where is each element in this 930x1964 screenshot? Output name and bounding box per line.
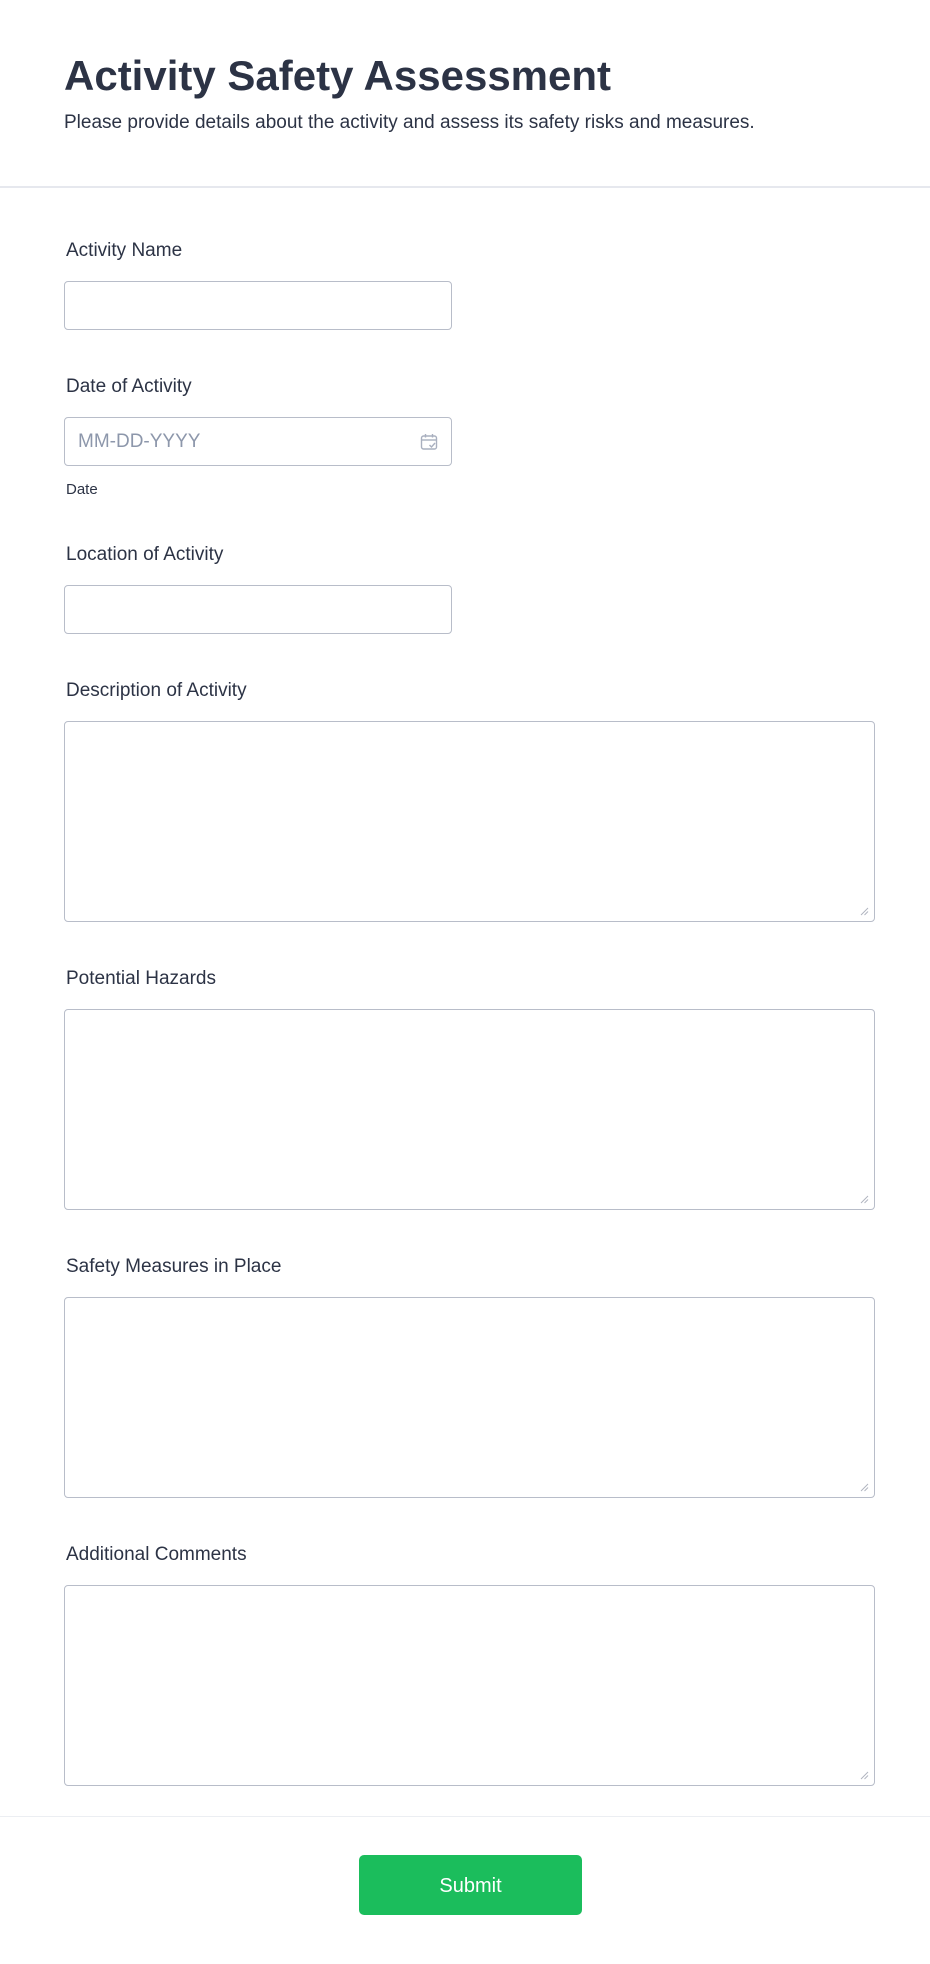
comments-textarea[interactable] xyxy=(64,1585,875,1786)
activity-name-label: Activity Name xyxy=(66,240,183,261)
hazards-textarea[interactable] xyxy=(64,1009,875,1210)
resize-grip-icon[interactable] xyxy=(860,907,869,916)
date-of-activity-input[interactable] xyxy=(64,417,452,466)
date-sublabel: Date xyxy=(66,481,98,498)
resize-grip-icon[interactable] xyxy=(860,1483,869,1492)
submit-button[interactable]: Submit xyxy=(359,1855,582,1915)
form-header xyxy=(0,0,930,188)
safety-measures-textarea[interactable] xyxy=(64,1297,875,1498)
location-input[interactable] xyxy=(64,585,452,634)
resize-grip-icon[interactable] xyxy=(860,1771,869,1780)
resize-grip-icon[interactable] xyxy=(860,1195,869,1204)
calendar-icon[interactable] xyxy=(420,433,438,451)
date-placeholder: MM-DD-YYYY xyxy=(78,431,201,452)
description-textarea[interactable] xyxy=(64,721,875,922)
hazards-label: Potential Hazards xyxy=(66,968,216,989)
page-title: Activity Safety Assessment xyxy=(64,52,612,99)
description-label: Description of Activity xyxy=(66,680,247,701)
safety-measures-label: Safety Measures in Place xyxy=(66,1256,282,1277)
date-of-activity-label: Date of Activity xyxy=(66,376,192,397)
page-subtitle: Please provide details about the activity and assess its safety risks and measures. xyxy=(64,112,755,133)
location-label: Location of Activity xyxy=(66,544,224,565)
activity-name-input[interactable] xyxy=(64,281,452,330)
comments-label: Additional Comments xyxy=(66,1544,247,1565)
